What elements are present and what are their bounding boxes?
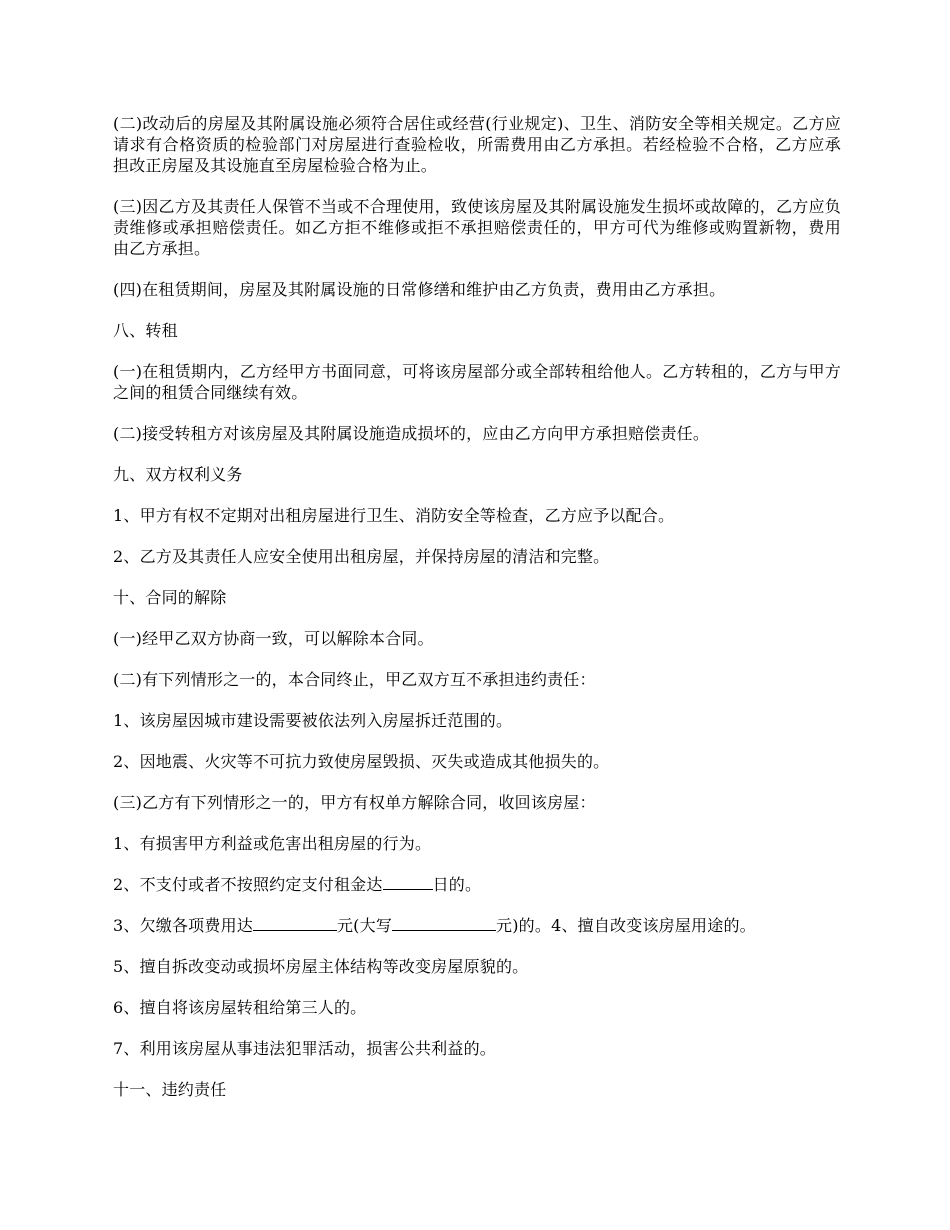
days-blank-field[interactable] — [383, 874, 433, 890]
section-heading-termination: 十、合同的解除 — [113, 588, 227, 607]
list-item-unauthorized-sublease: 6、擅自将该房屋转租给第三人的。 — [113, 998, 367, 1017]
paragraph-modification-compliance: (二)改动后的房屋及其附属设施必须符合居住或经营(行业规定)、卫生、消防安全等相关规定。乙方应请求有合格资质的检验部门对房屋进行查验检收，所需费用由乙方承担。若经检验不合格，乙方应承担改正房屋及其设施直至房屋检验合格为止。 — [113, 114, 841, 175]
amount-uppercase-blank-field[interactable] — [392, 915, 496, 931]
paragraph-safe-use: 2、乙方及其责任人应安全使用出租房屋，并保持房屋的清洁和完整。 — [113, 547, 610, 566]
amount-blank-field[interactable] — [253, 915, 337, 931]
list-item-structure-change: 5、擅自拆改变动或损坏房屋主体结构等改变房屋原貌的。 — [113, 957, 529, 976]
list-item-harm-interests: 1、有损害甲方利益或危害出租房屋的行为。 — [113, 834, 432, 853]
unpaid-rent-suffix: 日的。 — [432, 875, 482, 894]
unpaid-fees-middle: 元(大写 — [336, 916, 393, 935]
paragraph-sublease-damage: (二)接受转租方对该房屋及其附属设施造成损坏的，应由乙方向甲方承担赔偿责任。 — [113, 424, 710, 443]
list-item-unpaid-rent — [113, 874, 841, 895]
list-item-unpaid-fees — [113, 915, 841, 936]
document-page — [113, 113, 841, 1120]
section-heading-breach-liability: 十一、违约责任 — [113, 1080, 227, 1099]
paragraph-mutual-termination: (一)经甲乙双方协商一致，可以解除本合同。 — [113, 629, 434, 648]
list-item-demolition: 1、该房屋因城市建设需要被依法列入房屋拆迁范围的。 — [113, 711, 513, 730]
section-heading-rights-obligations: 九、双方权利义务 — [113, 465, 243, 484]
paragraph-unilateral-termination: (三)乙方有下列情形之一的，甲方有权单方解除合同，收回该房屋： — [113, 793, 596, 812]
list-item-force-majeure: 2、因地震、火灾等不可抗力致使房屋毁损、灭失或造成其他损失的。 — [113, 752, 610, 771]
unpaid-fees-suffix: 元)的。4、擅自改变该房屋用途的。 — [496, 916, 756, 935]
section-heading-sublease: 八、转租 — [113, 321, 178, 340]
paragraph-contract-end-cases: (二)有下列情形之一的，本合同终止，甲乙双方互不承担违约责任： — [113, 670, 596, 689]
unpaid-rent-text: 2、不支付或者不按照约定支付租金达 — [113, 875, 383, 894]
unpaid-fees-text: 3、欠缴各项费用达 — [113, 916, 253, 935]
paragraph-inspection-right: 1、甲方有权不定期对出租房屋进行卫生、消防安全等检查，乙方应予以配合。 — [113, 506, 675, 525]
paragraph-daily-maintenance: (四)在租赁期间，房屋及其附属设施的日常修缮和维护由乙方负责，费用由乙方承担。 — [113, 280, 726, 299]
paragraph-damage-liability: (三)因乙方及其责任人保管不当或不合理使用，致使该房屋及其附属设施发生损坏或故障的，乙方应负责维修或承担赔偿责任。如乙方拒不维修或拒不承担赔偿责任的，甲方可代为维修或购置新物，费用由乙方承担。 — [113, 197, 841, 258]
paragraph-sublease-consent: (一)在租赁期内，乙方经甲方书面同意，可将该房屋部分或全部转租给他人。乙方转租的，乙方与甲方之间的租赁合同继续有效。 — [113, 362, 841, 402]
list-item-illegal-activity: 7、利用该房屋从事违法犯罪活动，损害公共利益的。 — [113, 1039, 496, 1058]
